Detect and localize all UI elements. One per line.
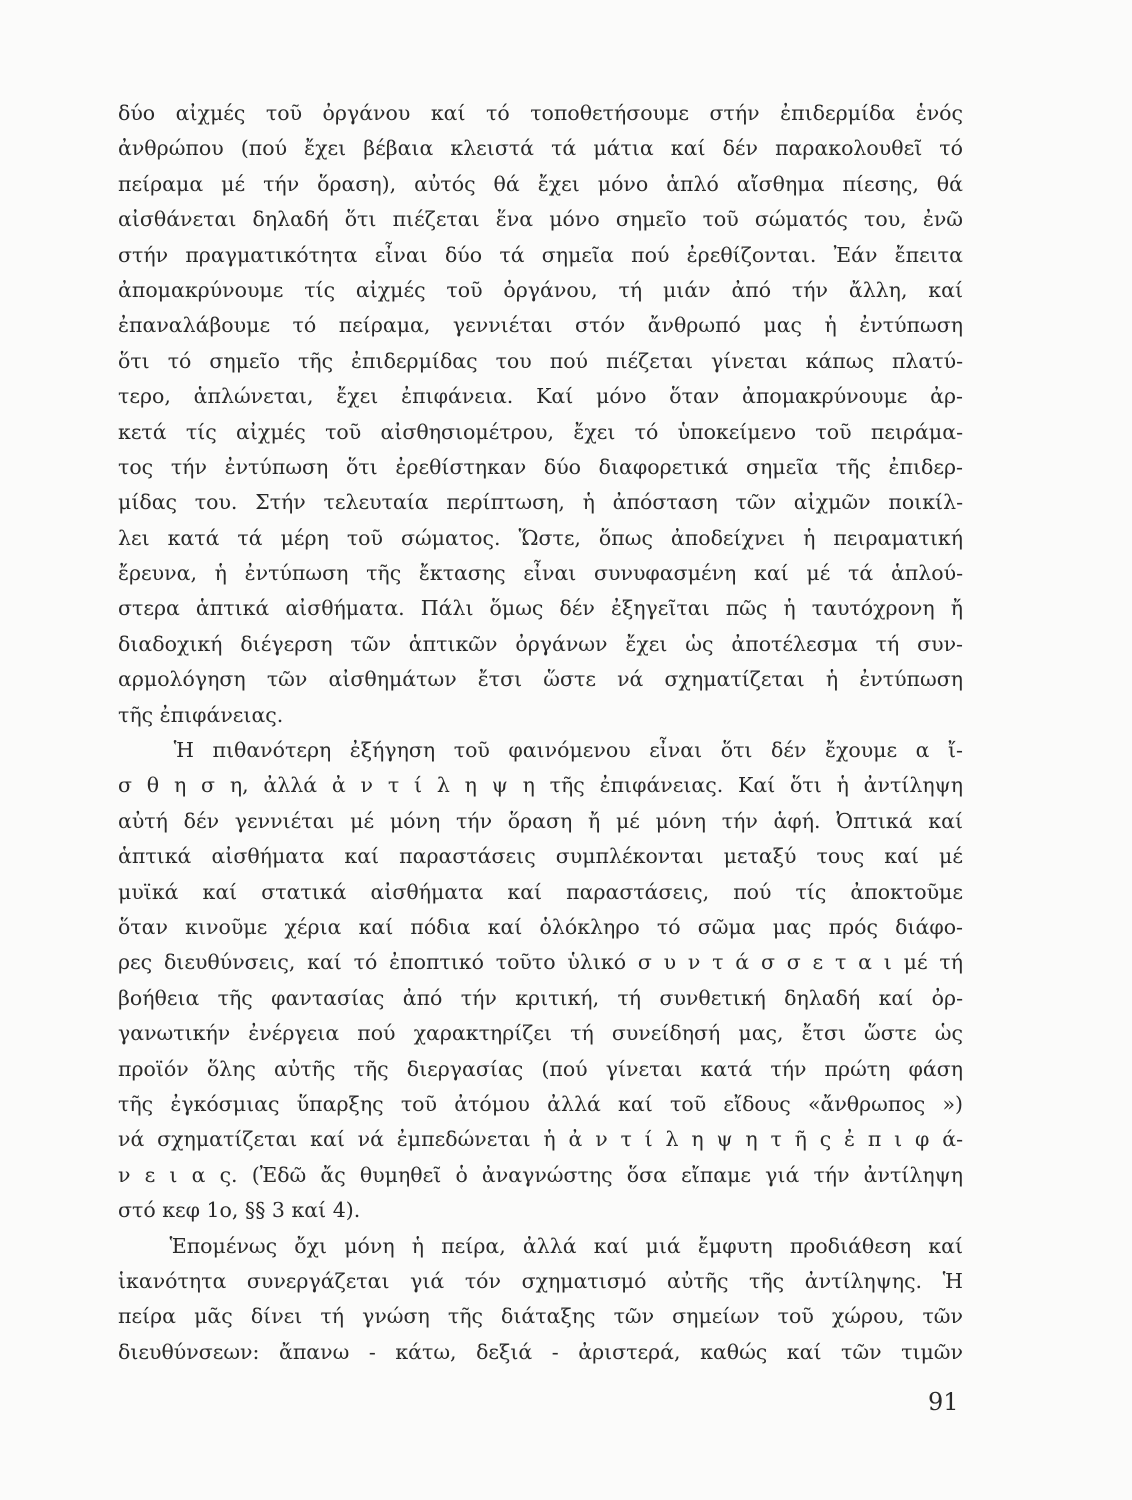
text-line: Ἡ πιθανότερη ἐξήγηση τοῦ φαινόμενου εἶναι ὅτι δέν ἔχουμε α ἴ-	[118, 738, 963, 763]
text-line: σ θ η σ η, ἀλλά ἀ ν τ ί λ η ψ η τῆς ἐπιφάνειας. Καί ὅτι ἡ ἀντίληψη	[118, 773, 963, 798]
text-line: Ἑπομένως ὄχι μόνη ἡ πείρα, ἀλλά καί μιά ἔμφυτη προδιάθεση καί	[118, 1233, 963, 1258]
text-line: αἰσθάνεται δηλαδή ὅτι πιέζεται ἕνα μόνο σημεῖο τοῦ σώματός του, ἐνῶ	[118, 207, 963, 232]
text-line: αὐτή δέν γεννιέται μέ μόνη τήν ὅραση ἤ μέ μόνη τήν ἁφή. Ὀπτικά καί	[118, 808, 963, 833]
text-line: διαδοχική διέγερση τῶν ἁπτικῶν ὀργάνων ἔχει ὡς ἀποτέλεσμα τή συν-	[118, 631, 963, 656]
text-line: διευθύνσεων: ἄπανω - κάτω, δεξιά - ἀριστερά, καθώς καί τῶν τιμῶν	[118, 1339, 963, 1364]
text-line: στερα ἁπτικά αἰσθήματα. Πάλι ὅμως δέν ἐξηγεῖται πῶς ἡ ταυτόχρονη ἤ	[118, 596, 963, 621]
text-line: νά σχηματίζεται καί νά ἐμπεδώνεται ἡ ἀ ν τ ί λ η ψ η τ ῆ ς ἐ π ι φ ά-	[118, 1127, 963, 1152]
text-line: ὅταν κινοῦμε χέρια καί πόδια καί ὁλόκληρο τό σῶμα μας πρός διάφο-	[118, 914, 963, 939]
page-number: 91	[928, 1388, 959, 1416]
text-line: ἔρευνα, ἡ ἐντύπωση τῆς ἔκτασης εἶναι συνυφασμένη καί μέ τά ἁπλού-	[118, 561, 963, 586]
text-line: γανωτικήν ἐνέργεια πού χαρακτηρίζει τή συνείδησή μας, ἔτσι ὥστε ὡς	[118, 1021, 963, 1046]
text-line: κετά τίς αἰχμές τοῦ αἰσθησιομέτρου, ἔχει τό ὑποκείμενο τοῦ πειράμα-	[118, 419, 963, 444]
text-line: τῆς ἐγκόσμιας ὕπαρξης τοῦ ἀτόμου ἀλλά καί τοῦ εἴδους «ἄνθρωπος »)	[118, 1091, 963, 1116]
text-line: πείραμα μέ τήν ὅραση), αὐτός θά ἔχει μόνο ἁπλό αἴσθημα πίεσης, θά	[118, 171, 963, 196]
text-line: τερο, ἁπλώνεται, ἔχει ἐπιφάνεια. Καί μόνο ὅταν ἀπομακρύνουμε ἀρ-	[118, 384, 963, 409]
text-line: βοήθεια τῆς φαντασίας ἀπό τήν κριτική, τή συνθετική δηλαδή καί ὀρ-	[118, 985, 963, 1010]
text-line: δύο αἰχμές τοῦ ὀργάνου καί τό τοποθετήσουμε στήν ἐπιδερμίδα ἑνός	[118, 101, 963, 125]
text-line: ἀνθρώπου (πού ἔχει βέβαια κλειστά τά μάτια καί δέν παρακολουθεῖ τό	[118, 136, 963, 161]
text-line: πείρα μᾶς δίνει τή γνώση τῆς διάταξης τῶν σημείων τοῦ χώρου, τῶν	[118, 1304, 963, 1329]
text-line: μίδας του. Στήν τελευταία περίπτωση, ἡ ἀπόσταση τῶν αἰχμῶν ποικίλ-	[118, 490, 963, 515]
text-line: ἀπομακρύνουμε τίς αἰχμές τοῦ ὀργάνου, τή μιάν ἀπό τήν ἄλλη, καί	[118, 277, 963, 302]
text-line: μυϊκά καί στατικά αἰσθήματα καί παραστάσεις, πού τίς ἀποκτοῦμε	[118, 879, 963, 904]
text-line: ὅτι τό σημεῖο τῆς ἐπιδερμίδας του πού πιέζεται γίνεται κάπως πλατύ-	[118, 348, 963, 373]
body-text	[118, 96, 963, 1370]
text-line: ρες διευθύνσεις, καί τό ἐποπτικό τοῦτο ὑλικό σ υ ν τ ά σ σ ε τ α ι μέ τή	[118, 950, 963, 975]
text-line: στό κεφ 1ο, §§ 3 καί 4).	[118, 1198, 361, 1223]
text-line: προϊόν ὅλης αὐτῆς τῆς διεργασίας (πού γίνεται κατά τήν πρώτη φάση	[118, 1056, 963, 1081]
text-line: ἱκανότητα συνεργάζεται γιά τόν σχηματισμό αὐτῆς τῆς ἀντίληψης. Ἡ	[118, 1268, 963, 1293]
text-line: ἐπαναλάβουμε τό πείραμα, γεννιέται στόν ἄνθρωπό μας ἡ ἐντύπωση	[118, 313, 963, 338]
text-line: ἁπτικά αἰσθήματα καί παραστάσεις συμπλέκονται μεταξύ τους καί μέ	[118, 844, 963, 869]
text-line: αρμολόγηση τῶν αἰσθημάτων ἔτσι ὥστε νά σχηματίζεται ἡ ἐντύπωση	[118, 667, 963, 692]
text-line: στήν πραγματικότητα εἶναι δύο τά σημεῖα πού ἐρεθίζονται. Ἐάν ἔπειτα	[118, 242, 963, 267]
text-line: τῆς ἐπιφάνειας.	[118, 702, 284, 727]
text-line: λει κατά τά μέρη τοῦ σώματος. Ὥστε, ὅπως ἀποδείχνει ἡ πειραματική	[118, 525, 963, 550]
text-line: τος τήν ἐντύπωση ὅτι ἐρεθίστηκαν δύο διαφορετικά σημεῖα τῆς ἐπιδερ-	[118, 454, 963, 479]
text-line: ν ε ι α ς. (Ἐδῶ ἄς θυμηθεῖ ὁ ἀναγνώστης ὅσα εἴπαμε γιά τήν ἀντίληψη	[118, 1162, 963, 1187]
